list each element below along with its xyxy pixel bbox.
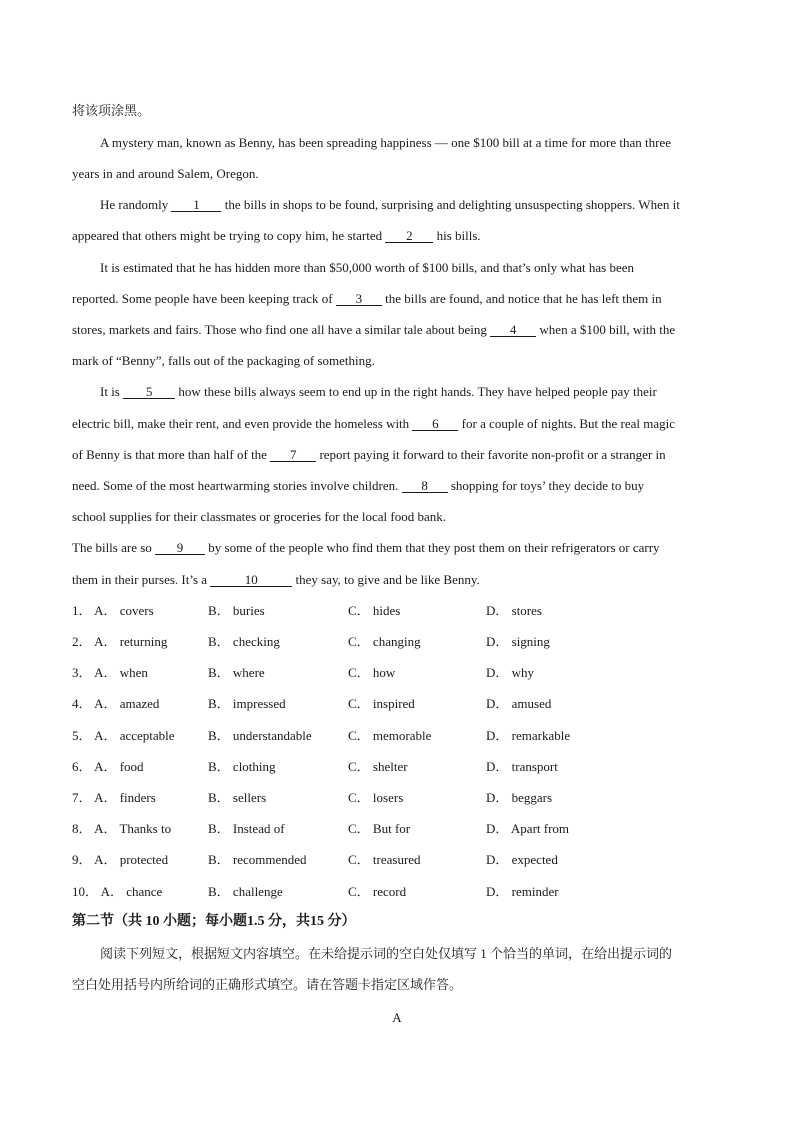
option-row — [72, 728, 752, 744]
passage-text: when a $100 bill, with the — [536, 322, 676, 337]
option-b: B． Instead of — [208, 821, 285, 836]
section-instructions: 阅读下列短文，根据短文内容填空。在未给提示词的空白处仅填写 1 个恰当的单词，在给出提示词的 — [100, 946, 673, 961]
option-d: D． stores — [486, 603, 542, 618]
option-b: B． understandable — [208, 728, 312, 743]
option-c: C． shelter — [348, 759, 408, 774]
option-b: B． checking — [208, 634, 280, 649]
option-b: B． sellers — [208, 790, 267, 805]
blank-3: 3 — [336, 292, 382, 306]
blank-6: 6 — [412, 417, 458, 431]
passage-text: reported. Some people have been keeping track of — [72, 291, 336, 306]
option-c: C． how — [348, 665, 396, 680]
passage-text: appeared that others might be trying to copy him, he started — [72, 228, 386, 243]
option-row — [72, 821, 752, 837]
option-a: 1． A． covers — [72, 603, 154, 618]
passage-line — [72, 447, 666, 463]
option-d: D． transport — [486, 759, 558, 774]
passage-text: need. Some of the most heartwarming stories involve children. — [72, 478, 402, 493]
option-d: D． Apart from — [486, 821, 570, 836]
passage-text: by some of the people who find them that they post them on their refrigerators or carry — [205, 540, 660, 555]
passage-line: years in and around Salem, Oregon. — [72, 166, 259, 181]
passage-text: electric bill, make their rent, and even provide the homeless with — [72, 416, 413, 431]
blank-4: 4 — [490, 323, 536, 337]
passage-text: He randomly — [100, 197, 172, 212]
option-c: C． But for — [348, 821, 411, 836]
passage-text: stores, markets and fairs. Those who find one all have a similar tale about being — [72, 322, 491, 337]
option-b: B． impressed — [208, 696, 286, 711]
passage-text: them in their purses. It’s a — [72, 572, 211, 587]
passage-line: mark of “Benny”, falls out of the packaging of something. — [72, 353, 375, 368]
option-d: D． signing — [486, 634, 550, 649]
blank-5: 5 — [123, 385, 175, 399]
option-a: 6． A． food — [72, 759, 144, 774]
option-c: C． losers — [348, 790, 404, 805]
option-a: 10． A． chance — [72, 884, 163, 899]
passage-line — [72, 291, 662, 307]
passage-text: the bills are found, and notice that he has left them in — [381, 291, 662, 306]
option-c: C． treasured — [348, 852, 421, 867]
passage-text: for a couple of nights. But the real magic — [458, 416, 676, 431]
option-c: C． changing — [348, 634, 421, 649]
option-row — [72, 665, 752, 681]
option-d: D． why — [486, 665, 535, 680]
option-a: 9． A． protected — [72, 852, 169, 867]
passage-text: his bills. — [433, 228, 481, 243]
option-c: C． record — [348, 884, 407, 899]
passage-line — [72, 416, 675, 432]
option-row — [72, 884, 752, 900]
option-row — [72, 759, 752, 775]
passage-line — [72, 540, 660, 556]
option-row — [72, 603, 752, 619]
option-a: 3． A． when — [72, 665, 148, 680]
blank-7: 7 — [270, 448, 316, 462]
option-row — [72, 790, 752, 806]
passage-text: the bills in shops to be found, surprising and delighting unsuspecting shoppers. When it — [221, 197, 680, 212]
part-label: A — [392, 1010, 402, 1025]
option-d: D． remarkable — [486, 728, 571, 743]
passage-text: how these bills always seem to end up in the right hands. They have helped people pay their — [175, 384, 657, 399]
option-b: B． buries — [208, 603, 265, 618]
option-d: D． expected — [486, 852, 558, 867]
option-b: B． challenge — [208, 884, 283, 899]
option-a: 2． A． returning — [72, 634, 168, 649]
blank-2: 2 — [385, 229, 433, 243]
option-b: B． where — [208, 665, 265, 680]
option-a: 4． A． amazed — [72, 696, 160, 711]
option-a: 5． A． acceptable — [72, 728, 175, 743]
option-row — [72, 634, 752, 650]
passage-text: they say, to give and be like Benny. — [292, 572, 480, 587]
passage-line — [72, 322, 675, 338]
passage-line — [100, 197, 680, 213]
passage-line — [72, 228, 481, 244]
passage-text: report paying it forward to their favorite non-profit or a stranger in — [316, 447, 666, 462]
option-a: 7． A． finders — [72, 790, 156, 805]
passage-line: school supplies for their classmates or groceries for the local food bank. — [72, 509, 446, 524]
option-c: C． hides — [348, 603, 401, 618]
passage-line: It is estimated that he has hidden more than $50,000 worth of $100 bills, and that’s only what has been — [100, 260, 634, 275]
blank-9: 9 — [155, 541, 205, 555]
passage-line — [72, 572, 480, 588]
blank-1: 1 — [171, 198, 221, 212]
passage-line — [72, 478, 644, 494]
passage-text: The bills are so — [72, 540, 156, 555]
option-a: 8． A． Thanks to — [72, 821, 172, 836]
passage-line: A mystery man, known as Benny, has been spreading happiness — one $100 bill at a time for more than three — [100, 135, 672, 150]
section-instructions: 空白处用括号内所给词的正确形式填空。请在答题卡指定区域作答。 — [72, 977, 463, 992]
option-c: C． inspired — [348, 696, 415, 711]
option-c: C． memorable — [348, 728, 432, 743]
option-row — [72, 852, 752, 868]
blank-8: 8 — [402, 479, 448, 493]
option-b: B． recommended — [208, 852, 307, 867]
option-d: D． amused — [486, 696, 552, 711]
option-d: D． beggars — [486, 790, 553, 805]
passage-line — [100, 384, 657, 400]
blank-10: 10 — [210, 573, 292, 587]
intro-line: 将该项涂黑。 — [72, 103, 151, 118]
passage-text: of Benny is that more than half of the — [72, 447, 271, 462]
option-b: B． clothing — [208, 759, 276, 774]
option-d: D． reminder — [486, 884, 559, 899]
passage-text: It is — [100, 384, 124, 399]
section-heading: 第二节（共 10 小题；每小题1.5 分，共15 分） — [72, 914, 356, 929]
option-row — [72, 696, 752, 712]
passage-text: shopping for toys’ they decide to buy — [447, 478, 645, 493]
